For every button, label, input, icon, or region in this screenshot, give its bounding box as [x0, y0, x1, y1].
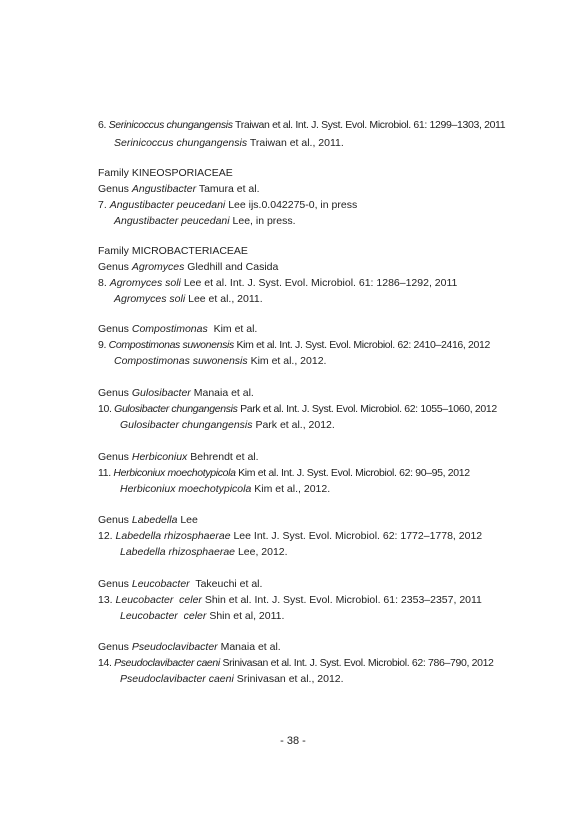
species-name: Labedella rhizosphaerae	[115, 530, 231, 542]
authority: Traiwan et al., 2011.	[249, 137, 344, 149]
species-subline-7	[114, 214, 296, 228]
species-subline-8	[114, 292, 263, 306]
authority: Shin et al, 2011.	[209, 610, 285, 622]
genus-name: Gulosibacter	[131, 387, 191, 399]
citation: Shin et al. Int. J. Syst. Evol. Microbiol. 61: 2353–2357, 2011	[204, 594, 482, 606]
entry-number: 10.	[98, 403, 112, 415]
species-subline-13	[120, 609, 284, 623]
genus-name: Compostimonas	[131, 323, 208, 335]
citation: Kim et al. Int. J. Syst. Evol. Microbiol. 62: 2410–2416, 2012	[236, 339, 491, 351]
entry-number: 6.	[98, 119, 107, 131]
genus-heading: Genus Gulosibacter Manaia et al.	[98, 387, 254, 399]
species-subline-11	[120, 482, 330, 496]
entry-number: 12.	[98, 530, 113, 542]
genus-heading: Genus Pseudoclavibacter Manaia et al.	[98, 641, 281, 653]
species-name: Serinicoccus chungangensis	[108, 119, 233, 131]
citation: Park et al. Int. J. Syst. Evol. Microbiol. 62: 1055–1060, 2012	[240, 403, 497, 415]
genus-name: Herbiconiux	[131, 451, 188, 463]
entry-number: 13.	[98, 594, 113, 606]
genus-name: Agromyces	[131, 261, 185, 273]
species-name: Gulosibacter chungangensis	[114, 403, 238, 415]
species-name: Pseudoclavibacter caeni	[120, 673, 234, 685]
species-entry-9	[98, 338, 490, 352]
genus-heading: Genus Agromyces Gledhill and Casida	[98, 261, 279, 273]
citation: Srinivasan et al. Int. J. Syst. Evol. Microbiol. 62: 786–790, 2012	[222, 657, 494, 669]
authority: Lee, in press.	[232, 215, 296, 227]
species-name: Gulosibacter chungangensis	[120, 419, 253, 431]
entry-number: 9.	[98, 339, 107, 351]
entry-number: 11.	[98, 467, 111, 479]
species-subline-10	[120, 418, 335, 432]
genus-heading: Genus Leucobacter Takeuchi et al.	[98, 578, 263, 590]
species-entry-8	[98, 276, 457, 290]
species-subline-14	[120, 672, 344, 686]
species-name: Angustibacter peucedani	[114, 215, 230, 227]
authority: Park et al., 2012.	[255, 419, 335, 431]
species-entry-13	[98, 593, 482, 607]
species-entry-12	[98, 529, 482, 543]
species-entry-6	[98, 118, 505, 132]
genus-name: Angustibacter	[131, 183, 197, 195]
authority: Lee, 2012.	[237, 546, 288, 558]
authority: Lee et al., 2011.	[188, 293, 263, 305]
citation: Lee et al. Int. J. Syst. Evol. Microbiol. 61: 1286–1292, 2011	[183, 277, 458, 289]
authority: Kim et al., 2012.	[254, 483, 331, 495]
species-subline-12	[120, 545, 288, 559]
species-entry-14	[98, 656, 494, 670]
species-name: Leucobacter celer	[115, 594, 202, 606]
genus-name: Labedella	[131, 514, 178, 526]
species-name: Pseudoclavibacter caeni	[114, 657, 220, 669]
citation: Lee ijs.0.042275-0, in press	[228, 199, 358, 211]
genus-heading: Genus Herbiconiux Behrendt et al.	[98, 451, 259, 463]
genus-heading: Genus Angustibacter Tamura et al.	[98, 183, 260, 195]
entry-number: 14.	[98, 657, 112, 669]
species-name: Herbiconiux moechotypicola	[120, 483, 252, 495]
species-entry-10	[98, 402, 497, 416]
species-subline-6	[114, 136, 344, 150]
species-name: Herbiconiux moechotypicola	[113, 467, 236, 479]
page-number: - 38 -	[280, 735, 306, 747]
citation: Traiwan et al. Int. J. Syst. Evol. Microbiol. 61: 1299–1303, 2011	[235, 119, 506, 131]
species-name: Serinicoccus chungangensis	[114, 137, 248, 149]
species-entry-11	[98, 466, 470, 480]
species-name: Leucobacter celer	[120, 610, 207, 622]
authority: Srinivasan et al., 2012.	[236, 673, 344, 685]
authority: Kim et al., 2012.	[250, 355, 327, 367]
family-heading: Family KINEOSPORIACEAE	[98, 167, 233, 179]
citation: Kim et al. Int. J. Syst. Evol. Microbiol. 62: 90–95, 2012	[238, 467, 470, 479]
species-name: Angustibacter peucedani	[109, 199, 226, 211]
species-name: Compostimonas suwonensis	[114, 355, 248, 367]
genus-heading: Genus Labedella Lee	[98, 514, 198, 526]
genus-name: Leucobacter	[131, 578, 190, 590]
entry-number: 8.	[98, 277, 107, 289]
species-name: Compostimonas suwonensis	[108, 339, 234, 351]
genus-name: Pseudoclavibacter	[131, 641, 218, 653]
family-heading: Family MICROBACTERIACEAE	[98, 245, 248, 257]
species-name: Labedella rhizosphaerae	[120, 546, 236, 558]
species-subline-9	[114, 354, 326, 368]
species-name: Agromyces soli	[114, 293, 186, 305]
genus-heading: Genus Compostimonas Kim et al.	[98, 323, 258, 335]
entry-number: 7.	[98, 199, 107, 211]
species-name: Agromyces soli	[109, 277, 181, 289]
citation: Lee Int. J. Syst. Evol. Microbiol. 62: 1772–1778, 2012	[233, 530, 483, 542]
species-entry-7	[98, 198, 357, 212]
